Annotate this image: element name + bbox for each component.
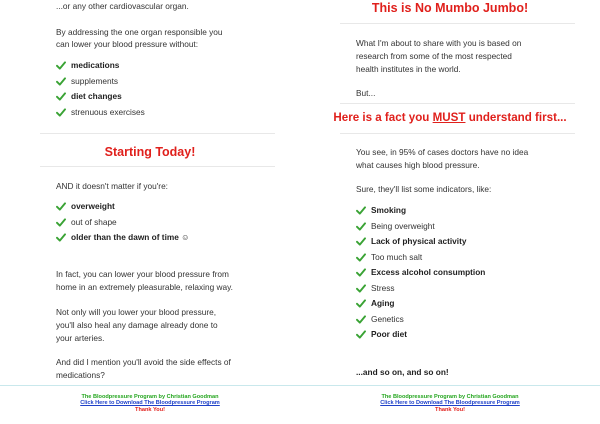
benefits-list (56, 58, 145, 120)
list-item (356, 203, 485, 219)
paragraph-line: you'll also heal any damage already done to (56, 320, 218, 330)
list-item-text: Lack of physical activity (371, 236, 467, 246)
checkmark-icon (56, 233, 66, 242)
paragraph-line: medications? (56, 370, 105, 380)
list-item (56, 105, 145, 121)
divider (40, 133, 275, 134)
checkmark-icon (56, 61, 66, 70)
list-item-text: out of shape (71, 216, 117, 227)
list-item (356, 219, 485, 235)
checkmark-icon (356, 299, 366, 308)
download-link[interactable]: Click Here to Download The Bloodpressure Program (80, 400, 220, 407)
list-item-text: Being overweight (371, 220, 435, 231)
footer-title: The Bloodpressure Program by Christian Goodman (81, 394, 219, 400)
section-heading: This is No Mumbo Jumbo! (371, 1, 529, 15)
divider (340, 103, 575, 104)
list-item-text: Too much salt (371, 251, 423, 262)
paragraph-line: What I'm about to share with you is based on (356, 38, 522, 48)
list-item-text: Excess alcohol consumption (371, 267, 486, 277)
list-item-text: diet changes (71, 91, 122, 101)
thank-you-text: Thank You! (135, 406, 165, 413)
paragraph-line: Sure, they'll list some indicators, like: (356, 184, 492, 194)
paragraph-line: what causes high blood pressure. (356, 160, 480, 170)
paragraph-line: AND it doesn't matter if you're: (56, 181, 168, 191)
list-item (56, 58, 145, 74)
indicators-list (356, 203, 485, 343)
list-item (356, 234, 485, 250)
fact-heading-post: understand first... (465, 111, 567, 124)
list-item-text: Smoking (371, 205, 407, 215)
divider (40, 166, 275, 167)
list-item-text: Poor diet (371, 329, 407, 339)
footer (300, 394, 600, 413)
footer-divider (0, 385, 300, 386)
fact-heading-pre: Here is a fact you (333, 111, 433, 124)
checkmark-icon (56, 218, 66, 227)
list-item-text: supplements (71, 75, 119, 86)
paragraph-line: can lower your blood pressure without: (56, 39, 199, 49)
footer (0, 394, 300, 413)
divider (340, 23, 575, 24)
list-item (356, 281, 485, 297)
list-item-text: older than the dawn of time (71, 232, 179, 242)
list-item (56, 215, 190, 231)
conditions-list (56, 199, 190, 246)
list-item-text: Stress (371, 282, 395, 293)
list-item-text: Aging (371, 298, 395, 308)
smiley-icon: ☺ (178, 232, 190, 242)
thank-you-text: Thank You! (435, 406, 465, 413)
checkmark-icon (356, 206, 366, 215)
checkmark-icon (356, 315, 366, 324)
paragraph-line: By addressing the one organ responsible you (56, 27, 223, 37)
checkmark-icon (356, 222, 366, 231)
list-item (56, 89, 145, 105)
paragraph-line: In fact, you can lower your blood pressure from (56, 269, 229, 279)
fact-heading (300, 110, 600, 126)
list-item-text: Genetics (371, 313, 404, 324)
list-item (356, 250, 485, 266)
intro-text: ...or any other cardiovascular organ. (56, 1, 189, 11)
checkmark-icon (56, 202, 66, 211)
list-item (56, 230, 190, 246)
list-item-text: overweight (71, 201, 115, 211)
divider (340, 133, 575, 134)
fact-heading-emphasis: MUST (432, 111, 466, 124)
footer-divider (300, 385, 600, 386)
closing-text: ...and so on, and so on! (356, 367, 449, 377)
checkmark-icon (356, 330, 366, 339)
list-item (356, 296, 485, 312)
paragraph-line: You see, in 95% of cases doctors have no idea (356, 147, 529, 157)
list-item-text: strenuous exercises (71, 106, 145, 117)
checkmark-icon (56, 108, 66, 117)
checkmark-icon (56, 77, 66, 86)
list-item (56, 74, 145, 90)
paragraph-line: home in an extremely pleasurable, relaxing way. (56, 282, 233, 292)
checkmark-icon (356, 268, 366, 277)
list-item (356, 312, 485, 328)
checkmark-icon (56, 92, 66, 101)
paragraph-line: Not only will you lower your blood pressure, (56, 307, 217, 317)
list-item (56, 199, 190, 215)
list-item (356, 265, 485, 281)
section-heading: Starting Today! (104, 145, 196, 159)
checkmark-icon (356, 284, 366, 293)
checkmark-icon (356, 237, 366, 246)
paragraph-line: research from some of the most respected (356, 51, 512, 61)
right-page (300, 0, 600, 424)
download-link[interactable]: Click Here to Download The Bloodpressure Program (380, 400, 520, 407)
paragraph-line: your arteries. (56, 333, 105, 343)
list-item-text: medications (71, 60, 120, 70)
list-item (356, 327, 485, 343)
checkmark-icon (356, 253, 366, 262)
footer-title: The Bloodpressure Program by Christian Goodman (381, 394, 519, 400)
paragraph-line: And did I mention you'll avoid the side effects of (56, 357, 231, 367)
paragraph-line: health institutes in the world. (356, 64, 461, 74)
paragraph-line: But... (356, 88, 376, 98)
